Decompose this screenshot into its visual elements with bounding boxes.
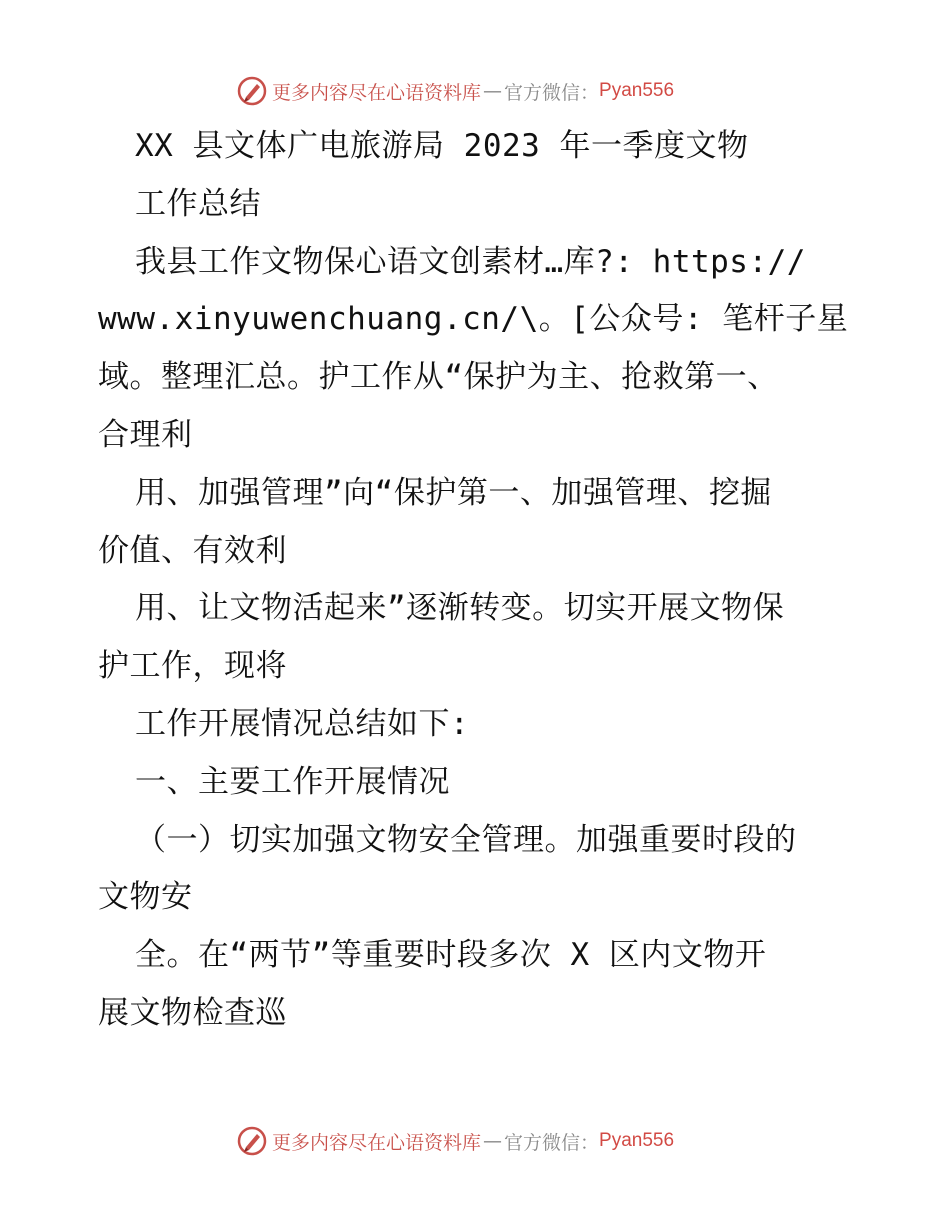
- paragraph-line: 域。整理汇总。护工作从“保护为主、抢救第一、: [98, 359, 779, 396]
- paragraph-line: 护工作，现将: [98, 648, 287, 685]
- watermark-separator: —: [483, 80, 503, 102]
- document-title-line-1: XX 县文体广电旅游局 2023 年一季度文物: [135, 128, 749, 164]
- paragraph-line: 价值、有效利: [98, 532, 287, 569]
- paragraph-line: 用、让文物活起来”逐渐转变。切实开展文物保: [135, 590, 785, 627]
- paragraph-line: 全。在“两节”等重要时段多次 X 区内文物开: [135, 937, 767, 974]
- paragraph-line: www.xinyuwenchuang.cn/\。[公众号: 笔杆子星: [98, 301, 849, 338]
- paragraph-line: 我县工作文物保心语文创素材…库?: https://: [135, 243, 806, 280]
- watermark-text: 更多内容尽在心语资料库: [272, 81, 482, 104]
- header-watermark: [236, 74, 674, 108]
- pen-logo-icon: [236, 75, 268, 107]
- watermark-wechat-handle: Pyan556: [599, 80, 675, 101]
- paragraph-line: 合理利: [98, 416, 193, 453]
- watermark-wechat-label: 官方微信：: [504, 1131, 600, 1154]
- paragraph-line: 文物安: [98, 879, 193, 916]
- pen-logo-icon: [236, 1125, 268, 1157]
- section-heading: 一、主要工作开展情况: [135, 763, 450, 800]
- document-body: [98, 118, 858, 1043]
- watermark-wechat-label: 官方微信：: [504, 81, 600, 104]
- footer-watermark: [236, 1124, 674, 1158]
- watermark-separator: —: [483, 1130, 503, 1152]
- watermark-wechat-handle: Pyan556: [599, 1130, 675, 1151]
- watermark-text: 更多内容尽在心语资料库: [272, 1131, 482, 1154]
- paragraph-line: （一）切实加强文物安全管理。加强重要时段的: [135, 821, 797, 858]
- document-title-line-2: 工作总结: [135, 185, 261, 222]
- paragraph-line: 展文物检查巡: [98, 994, 287, 1031]
- paragraph-line: 用、加强管理”向“保护第一、加强管理、挖掘: [135, 474, 772, 511]
- paragraph-line: 工作开展情况总结如下:: [135, 705, 470, 742]
